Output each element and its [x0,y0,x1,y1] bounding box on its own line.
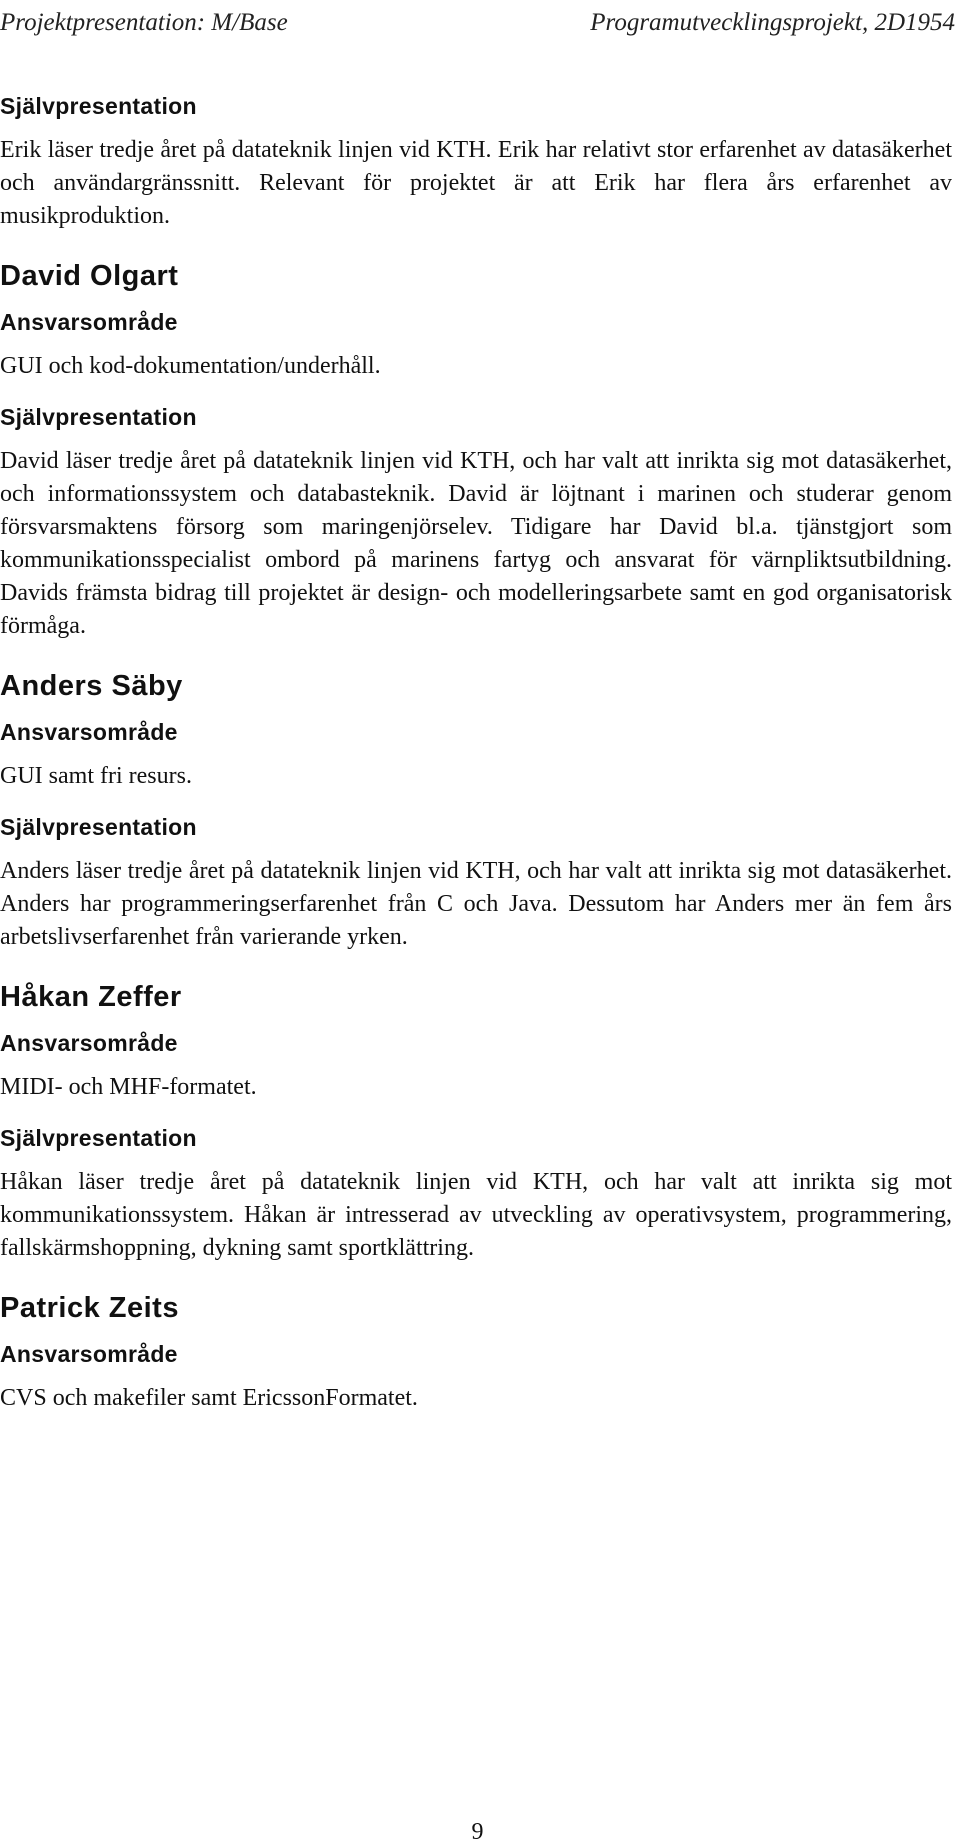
responsibility-text: CVS och makefiler samt EricssonFormatet. [0,1385,418,1411]
page-number: 9 [471,1819,484,1845]
member-name: Patrick Zeits [0,1292,179,1324]
responsibility-text: MIDI- och MHF-formatet. [0,1074,257,1100]
member-name: Anders Säby [0,670,183,702]
member-name: Håkan Zeffer [0,981,182,1013]
self-presentation-text: Erik läser tredje året på datateknik linjen vid KTH. Erik har relativt stor erfarenhet av datasäkerhet och användargränssnitt. Relevant för projektet är att Erik har flera års erfarenhet av musikproduktion. [0,137,952,229]
member-name: David Olgart [0,260,179,292]
responsibility-heading: Ansvarsområde [0,309,178,335]
responsibility-text: GUI och kod-dokumentation/underhåll. [0,353,381,379]
self-presentation-heading: Självpresentation [0,814,197,840]
header-right-title: Programutvecklingsprojekt, 2D1954 [590,9,955,36]
member-section-david [0,258,952,643]
self-presentation-text: Håkan läser tredje året på datateknik linjen vid KTH, och har valt att inrikta sig mot kommunikationssystem. Håkan är intresserad av utveckling av operativsystem, programmering, fallskärmshoppning, dykning samt sportklättring. [0,1169,952,1261]
responsibility-heading: Ansvarsområde [0,719,178,745]
self-presentation-text: David läser tredje året på datateknik linjen vid KTH, och har valt att inrikta sig mot datasäkerhet, och informationssystem och databasteknik. David är löjtnant i marinen och studerar genom försvarsmaktens försorg som maringenjörselev. Tidigare har David bl.a. tjänstgjort som kommunikationsspecialist ombord på marinens fartyg och ansvarat för värnpliktsutbildning. Davids främsta bidrag till projektet är design- och modelleringsarbete samt en god organisatorisk förmåga. [0,448,952,639]
responsibility-heading: Ansvarsområde [0,1030,178,1056]
page-content [0,86,952,1415]
member-section-erik [0,92,952,233]
self-presentation-text: Anders läser tredje året på datateknik linjen vid KTH, och har valt att inrikta sig mot datasäkerhet. Anders har programmeringserfarenhet från C och Java. Dessutom har Anders mer än fem års arbetslivserfarenhet från varierande yrken. [0,858,952,950]
member-section-hakan [0,979,952,1265]
self-presentation-heading: Självpresentation [0,93,197,119]
self-presentation-heading: Självpresentation [0,404,197,430]
responsibility-heading: Ansvarsområde [0,1341,178,1367]
page-header [0,8,955,38]
header-left-title: Projektpresentation: M/Base [0,9,288,36]
member-section-anders [0,668,952,954]
self-presentation-heading: Självpresentation [0,1125,197,1151]
responsibility-text: GUI samt fri resurs. [0,763,192,789]
member-section-patrick [0,1290,952,1415]
